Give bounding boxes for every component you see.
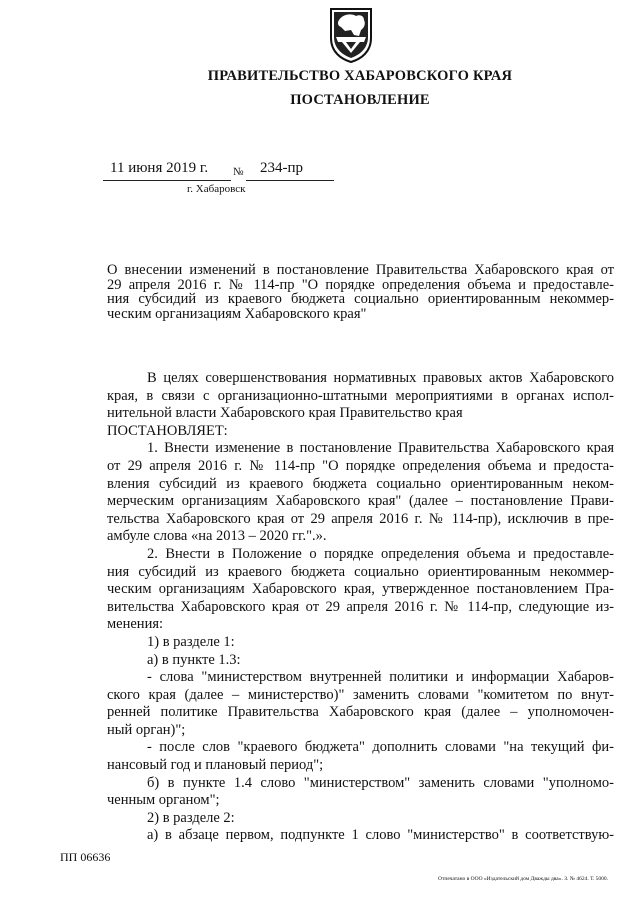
- body-line: В целях совершенствования нормативных правовых актов Хабаровского: [147, 370, 614, 386]
- body-line: ренней политике Правительства Хабаровского края (далее – уполномочен-: [107, 704, 614, 721]
- document-subject: [107, 263, 614, 321]
- body-line: 1) в разделе 1:: [147, 633, 235, 650]
- body-line: - слова "министерством внутренней политики и информации Хабаров-: [147, 669, 614, 686]
- body-line: тельства Хабаровского края от 29 апреля 2016 г. № 114-пр), исключив в пре-: [107, 510, 614, 527]
- body-line: 2) в разделе 2:: [147, 809, 235, 826]
- date-underline: [103, 180, 231, 181]
- number-underline: [246, 180, 334, 181]
- subject-line: 29 апреля 2016 г. № 114-пр "О порядке определения объема и предоставле-: [107, 276, 614, 293]
- document-body: [107, 370, 614, 845]
- body-line: ния субсидий из краевого бюджета социально ориентированным некоммер-: [107, 563, 614, 580]
- body-line: мерческим организациям Хабаровского края" (далее – постановление Прави-: [107, 493, 614, 510]
- body-line: б) в пункте 1.4 слово "министерством" заменить словами "уполномо-: [147, 774, 614, 791]
- body-line: ченным органом";: [107, 792, 220, 809]
- body-line: вительства Хабаровского края от 29 апреля 2016 г. № 114-пр, следующие из-: [107, 598, 614, 615]
- body-line: от 29 апреля 2016 г. № 114-пр "О порядке определения объема и предоста-: [107, 457, 614, 474]
- number-sign: №: [233, 166, 244, 178]
- body-line: ческим организациям Хабаровского края, утвержденное постановлением Пра-: [107, 581, 614, 598]
- body-line: амбуле слова «на 2013 – 2020 гг.".».: [107, 528, 327, 545]
- body-line: ского края (далее – министерство)" заменить словами "комитетом по внут-: [107, 686, 614, 703]
- body-line: менения:: [107, 616, 164, 633]
- subject-line: ческим организациям Хабаровского края": [107, 305, 367, 322]
- body-line: 1. Внести изменение в постановление Правительства Хабаровского края: [147, 440, 614, 457]
- subject-line: О внесении изменений в постановление Правительства Хабаровского края от: [107, 262, 614, 278]
- coat-of-arms-emblem: [328, 6, 374, 64]
- body-line: нительной власти Хабаровского края Правительство края: [107, 405, 463, 422]
- body-line: а) в абзаце первом, подпункте 1 слово "министерство" в соответствую-: [147, 827, 614, 844]
- government-title: ПРАВИТЕЛЬСТВО ХАБАРОВСКОГО КРАЯ: [207, 68, 513, 84]
- body-line: ный орган)";: [107, 721, 186, 738]
- document-type-title: ПОСТАНОВЛЕНИЕ: [290, 92, 430, 108]
- body-line: - после слов "краевого бюджета" дополнить словами "на текущий фи-: [147, 739, 614, 756]
- printer-imprint: Отпечатано в ООО «Издательский дом Дважды два». З. № 4624. Т. 5000.: [438, 876, 609, 882]
- body-line: а) в пункте 1.3:: [147, 651, 241, 668]
- body-line: вления субсидий из краевого бюджета социально ориентированным неком-: [107, 475, 614, 492]
- document-number: 234-пр: [260, 160, 304, 176]
- body-line: 2. Внести в Положение о порядке определения объема и предоставле-: [147, 545, 614, 562]
- document-date: 11 июня 2019 г.: [110, 160, 209, 176]
- subject-line: ния субсидий из краевого бюджета социально ориентированным некоммер-: [107, 291, 614, 307]
- document-code: ПП 06636: [60, 850, 111, 864]
- city-label: г. Хабаровск: [187, 183, 246, 195]
- body-line: края, в связи с организационно-штатными мероприятиями в органах испол-: [107, 387, 614, 404]
- body-line: ПОСТАНОВЛЯЕТ:: [107, 422, 228, 439]
- body-line: нансовый год и плановый период";: [107, 757, 324, 774]
